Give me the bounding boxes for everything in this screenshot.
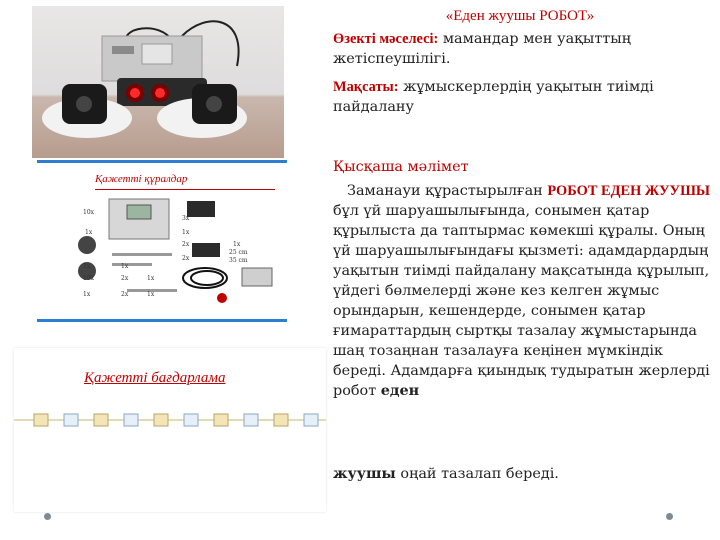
part-count-label: 2x — [121, 291, 129, 298]
slide-bullet-right — [666, 513, 673, 520]
summary-ending-text: оңай тазалап береді. — [395, 466, 559, 482]
summary-body: бұл үй шаруашылығында, сонымен қатар құрылыста да таптырмас көмекші құралы. Оның үй шаруашылығындағы қызметі: адамдардардың уақытын тиімді пайдалану мақсатында құрылып, үйдегі бөлмелерді және кез келген жұмыс орындарын, кешендерде, сонымен қатар ғимараттардың сыртқы тазалау жұмыстарында шаң тозаңнан тазалауға кеңінен мүмкіндік береді. Адамдарға қиындық тудыратын жерлерді робот — [333, 203, 710, 399]
part-count-label: 2x — [182, 255, 190, 262]
problem-text: мамандар мен уақыттың жетіспеушілігі. — [333, 31, 631, 67]
part-count-label: 1x — [182, 229, 190, 236]
robot-photo — [32, 6, 284, 158]
summary-ending — [333, 464, 713, 484]
part-count-label: 1x — [83, 291, 91, 298]
part-count-label: 1x — [147, 275, 155, 282]
document-title: «Еден жуушы РОБОТ» — [445, 8, 595, 24]
robot-illustration — [32, 6, 284, 158]
part-count-label: 25 cm — [229, 249, 248, 256]
part-count-label: 1x — [233, 241, 241, 248]
tools-title-underline — [95, 189, 275, 190]
summary-intro: Заманауи құрастырылған — [347, 183, 548, 199]
part-count-label: 1x — [83, 263, 91, 270]
lego-parts-illustration — [67, 193, 282, 311]
slide-bullet-left — [44, 513, 51, 520]
summary-robot-name: РОБОТ ЕДЕН ЖУУШЫ — [547, 183, 711, 199]
summary-bold-word-1: еден — [380, 382, 420, 399]
part-count-label: 1x — [85, 229, 93, 236]
summary-bold-word-2: жуушы — [333, 465, 396, 482]
tools-slide-title: Қажетті құралдар — [95, 173, 188, 185]
program-slide-title: Қажетті бағдарлама — [84, 370, 226, 386]
summary-paragraph — [333, 181, 713, 401]
problem-statement — [333, 29, 713, 69]
program-slide — [14, 348, 326, 512]
goal-label: Мақсаты: — [333, 79, 399, 95]
part-count-label: 10x — [83, 275, 95, 282]
part-count-label: 35 cm — [229, 257, 248, 264]
part-count-label: 1x — [147, 291, 155, 298]
part-count-label: 2x — [121, 275, 129, 282]
goal-text: жұмыскерлердің уақытын тиімді пайдалану — [333, 79, 654, 115]
goal-statement — [333, 77, 713, 117]
problem-label: Өзекті мәселесі: — [333, 31, 439, 47]
tools-slide — [37, 160, 287, 322]
summary-heading — [333, 157, 713, 177]
program-blocks-strip — [14, 408, 326, 432]
part-count-label: 1x — [121, 263, 129, 270]
part-count-label: 3x — [182, 215, 190, 222]
part-count-label: 10x — [83, 209, 95, 216]
part-count-label: 2x — [182, 241, 190, 248]
summary-heading-text: Қысқаша мәлімет — [333, 159, 469, 175]
